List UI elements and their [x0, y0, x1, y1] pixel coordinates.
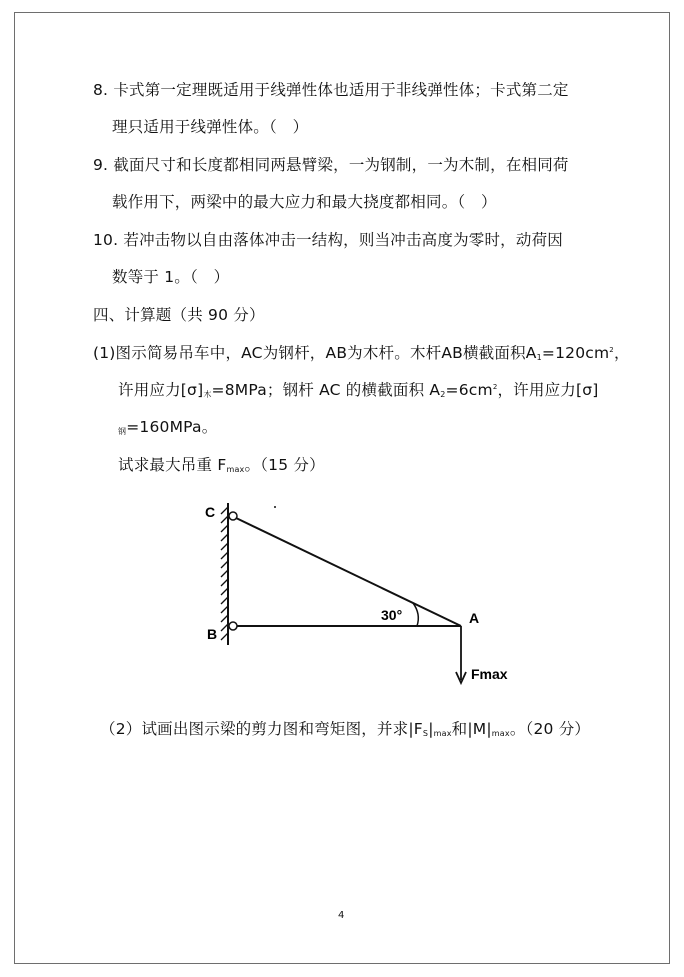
label-a: A — [469, 610, 480, 626]
angle-arc — [413, 603, 418, 626]
question-10-line-1: 10. 若冲击物以自由落体冲击一结构，则当冲击高度为零时，动荷因 — [93, 231, 563, 249]
question-8-line-1: 8. 卡式第一定理既适用于线弹性体也适用于非线弹性体；卡式第二定 — [93, 81, 569, 99]
pin-b — [229, 622, 237, 630]
question-9-line-1: 9. 截面尺寸和长度都相同两悬臂梁，一为钢制，一为木制，在相同荷 — [93, 156, 569, 174]
question-8-line-2: 理只适用于线弹性体。（ ） — [112, 118, 309, 136]
question-9-line-2: 载作用下，两梁中的最大应力和最大挠度都相同。（ ） — [112, 193, 497, 211]
question-10-line-2: 数等于 1。（ ） — [112, 268, 230, 286]
problem-1-line-3: $_钢$=160MPa。 — [118, 418, 218, 436]
force-label: Fmax — [471, 666, 508, 682]
problem-1-line-2: 许用应力$[\sigma]_木=8MPa$；钢杆 AC 的横截面积 $A_2=6cm^2$，许用应力[σ] — [118, 381, 599, 399]
problem-1-line-4: 试求最大吊重 $F_{max}$。（15 分） — [118, 456, 325, 474]
problem-2: （2）试画出图示梁的剪力图和弯矩图，并求$|F_S|_{max}$和$|M|_{max}$。（20 分） — [100, 720, 591, 738]
crane-figure — [195, 495, 535, 695]
section-heading: 四、计算题（共 90 分） — [93, 306, 265, 324]
angle-label: 30° — [381, 607, 403, 623]
page-number: 4 — [338, 910, 345, 921]
label-b: B — [207, 626, 218, 642]
label-c: C — [205, 504, 216, 520]
problem-1-line-1: (1)图示简易吊车中，AC为钢杆，AB为木杆。木杆AB横截面积$A_1=120cm^2$， — [93, 344, 630, 362]
member-ac — [234, 517, 461, 626]
wall-hatching — [221, 507, 228, 640]
stray-dot — [274, 506, 276, 508]
pin-c — [229, 512, 237, 520]
